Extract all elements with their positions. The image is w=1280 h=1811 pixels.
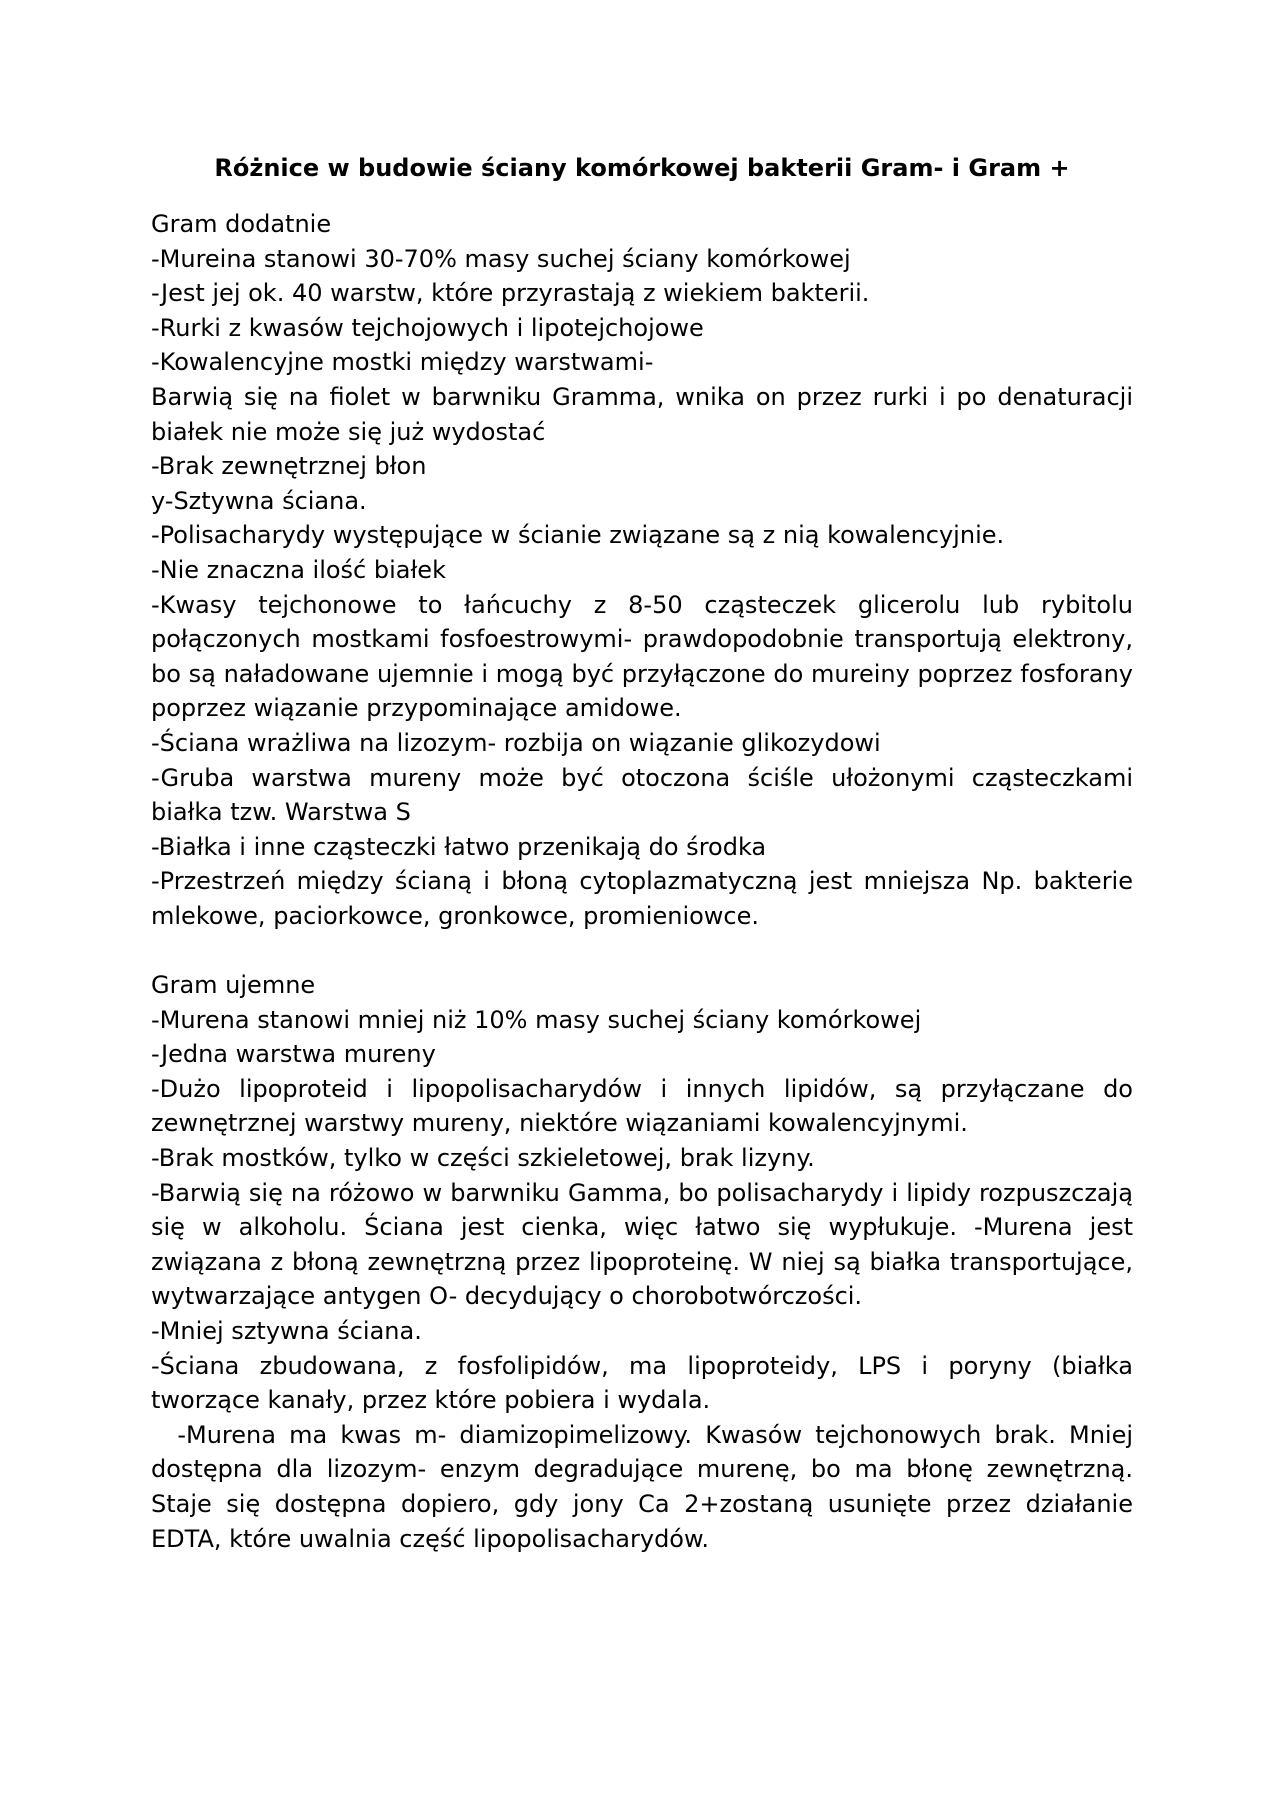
section-spacer: [151, 933, 1133, 968]
paragraph: -Kwasy tejchonowe to łańcuchy z 8-50 cząsteczek glicerolu lub rybitolu połączonych mostkami fosfoestrowymi- prawdopodobnie transportują elektrony, bo są naładowane ujemnie i mogą być przyłączone do mureiny poprzez fosforany poprzez wiązanie przypominające amidowe.: [151, 590, 1133, 723]
paragraph: -Przestrzeń między ścianą i błoną cytoplazmatyczną jest mniejsza Np. bakterie mlekowe, paciorkowce, gronkowce, promieniowce.: [151, 867, 1133, 930]
paragraph: -Polisacharydy występujące w ścianie związane są z nią kowalencyjnie.: [151, 521, 1005, 550]
paragraph: -Rurki z kwasów tejchojowych i lipotejchojowe: [151, 313, 704, 342]
paragraph: -Kowalencyjne mostki między warstwami-: [151, 348, 654, 377]
section-heading-gram-negative: Gram ujemne: [151, 971, 316, 1000]
paragraph: y-Sztywna ściana.: [151, 486, 367, 515]
section-gram-negative: [151, 968, 1141, 1556]
paragraph: -Murena stanowi mniej niż 10% masy suchej ściany komórkowej: [151, 1005, 922, 1034]
paragraph: -Ściana wrażliwa na lizozym- rozbija on wiązanie glikozydowi: [151, 728, 881, 757]
paragraph: -Murena ma kwas m- diamizopimelizowy. Kwasów tejchonowych brak. Mniej dostępna dla lizozym- enzym degradujące murenę, bo ma błonę zewnętrzną. Staje się dostępna dopiero, gdy jony Ca 2+zostaną usunięte przez działanie EDTA, które uwalnia część lipopolisacharydów.: [151, 1420, 1141, 1553]
paragraph: -Barwią się na różowo w barwniku Gamma, bo polisacharydy i lipidy rozpuszczają się w alkoholu. Ściana jest cienka, więc łatwo się wypłukuje. -Murena jest związana z błoną zewnętrzną przez lipoproteinę. W niej są białka transportujące, wytwarzające antygen O- decydujący o chorobotwórczości.: [151, 1178, 1133, 1311]
paragraph: -Brak mostków, tylko w części szkieletowej, brak lizyny.: [151, 1144, 815, 1173]
paragraph: -Dużo lipoproteid i lipopolisacharydów i innych lipidów, są przyłączane do zewnętrznej warstwy mureny, niektóre wiązaniami kowalencyjnymi.: [151, 1074, 1133, 1138]
paragraph: -Gruba warstwa mureny może być otoczona ściśle ułożonymi cząsteczkami białka tzw. Warstwa S: [151, 763, 1133, 827]
paragraph: -Jest jej ok. 40 warstw, które przyrastają z wiekiem bakterii.: [151, 279, 870, 308]
paragraph: -Mniej sztywna ściana.: [151, 1317, 422, 1345]
section-gram-positive: [151, 207, 1133, 933]
paragraph: -Jedna warstwa mureny: [151, 1040, 436, 1069]
paragraph: -Białka i inne cząsteczki łatwo przenikają do środka: [151, 832, 767, 861]
document-title: Różnice w budowie ściany komórkowej bakterii Gram- i Gram +: [214, 154, 1070, 182]
paragraph: -Mureina stanowi 30-70% masy suchej ściany komórkowej: [151, 244, 851, 273]
paragraph: -Ściana zbudowana, z fosfolipidów, ma lipoproteidy, LPS i poryny (białka tworzące kanały, przez które pobiera i wydala.: [151, 1351, 1133, 1415]
section-heading-gram-positive: Gram dodatnie: [151, 210, 332, 238]
paragraph: Barwią się na fiolet w barwniku Gramma, wnika on przez rurki i po denaturacji białek nie może się już wydostać: [151, 382, 1133, 446]
document-page: [151, 148, 1141, 1556]
paragraph: -Brak zewnętrznej błon: [151, 452, 427, 481]
paragraph: -Nie znaczna ilość białek: [151, 555, 446, 584]
